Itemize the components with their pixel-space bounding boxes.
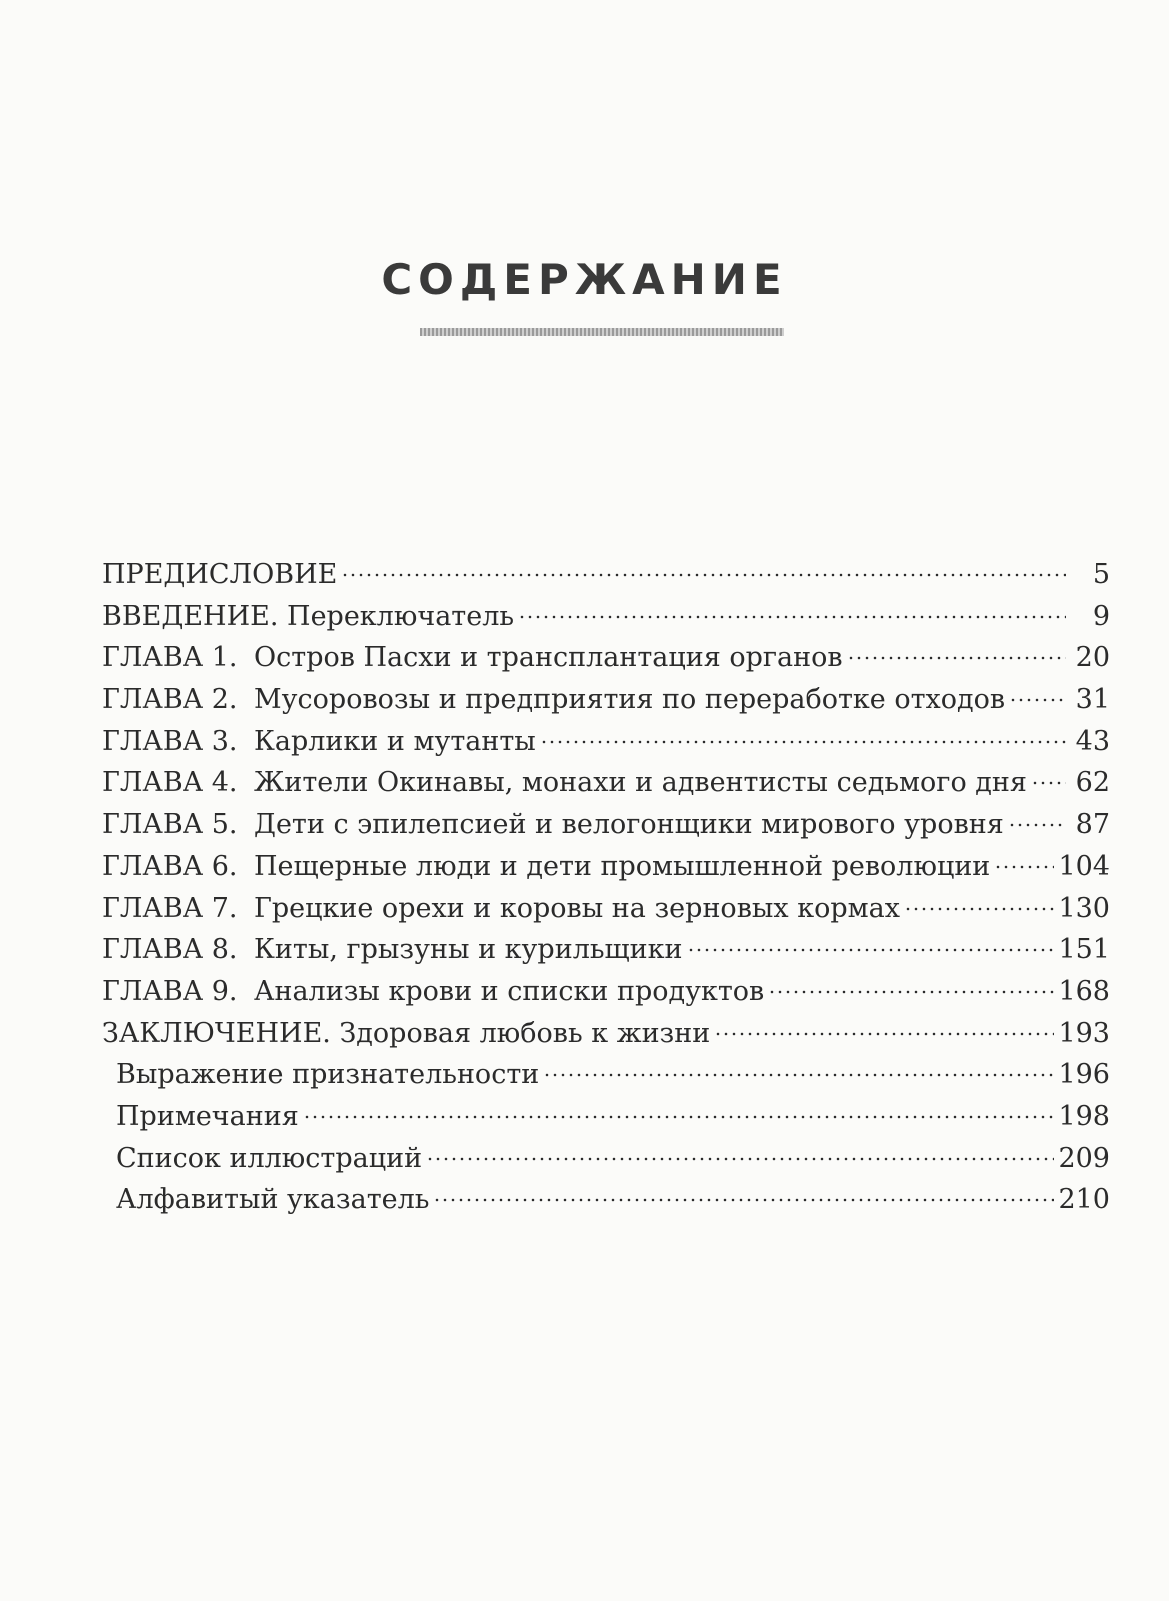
toc-leader-dots <box>768 990 1054 994</box>
toc-entry[interactable] <box>102 971 1110 1013</box>
toc-page-number: 31 <box>1075 684 1110 716</box>
toc-leader-dots <box>433 1198 1054 1202</box>
toc-entry-label: Дети с эпилепсией и велогонщики мирового уровня <box>254 809 1004 841</box>
toc-page-number: 210 <box>1058 1184 1110 1216</box>
toc-page-number: 151 <box>1058 934 1110 966</box>
toc-leader-dots <box>1008 823 1066 827</box>
toc-page-number: 43 <box>1075 725 1110 757</box>
toc-entry[interactable] <box>102 804 1110 846</box>
toc-page-number: 198 <box>1058 1100 1110 1132</box>
page-title: СОДЕРЖАНИЕ <box>381 255 788 304</box>
toc-chapter-number: ГЛАВА 1. <box>102 642 238 674</box>
toc-entry[interactable] <box>102 637 1110 679</box>
toc-chapter-number: ГЛАВА 4. <box>102 767 238 799</box>
toc-entry-label: Киты, грызуны и курильщики <box>254 934 683 966</box>
toc-entry[interactable] <box>102 929 1110 971</box>
toc-leader-dots <box>1009 698 1066 702</box>
toc-entry-label: Карлики и мутанты <box>254 725 536 757</box>
toc-entry-label: Примечания <box>116 1100 299 1132</box>
toc-page-number: 193 <box>1058 1017 1110 1049</box>
toc-leader-dots <box>714 1032 1054 1036</box>
toc-entry[interactable] <box>102 679 1110 721</box>
toc-leader-dots <box>426 1157 1054 1161</box>
toc-entry-label: Остров Пасхи и трансплантация органов <box>254 642 843 674</box>
toc-leader-dots <box>341 573 1066 577</box>
toc-entry[interactable] <box>102 554 1110 596</box>
toc-entry[interactable] <box>102 1096 1110 1138</box>
toc-leader-dots <box>543 1073 1054 1077</box>
toc-page-number: 5 <box>1092 559 1110 590</box>
title-underline <box>420 328 784 336</box>
toc-page-number: 62 <box>1075 767 1110 799</box>
toc-chapter-number: ГЛАВА 6. <box>102 850 238 882</box>
toc-page-number: 209 <box>1058 1142 1110 1174</box>
toc-entry[interactable] <box>102 846 1110 888</box>
toc-leader-dots <box>540 740 1066 744</box>
toc-entry-label: Мусоровозы и предприятия по переработке отходов <box>254 684 1006 716</box>
toc-entry[interactable] <box>102 596 1110 638</box>
toc-leader-dots <box>303 1115 1055 1119</box>
toc-entry-label: Грецкие орехи и коровы на зерновых кормах <box>254 892 900 924</box>
toc-entry[interactable] <box>102 1138 1110 1180</box>
toc-entry-label: ВВЕДЕНИЕ. Переключатель <box>102 600 515 632</box>
toc-entry-label: ЗАКЛЮЧЕНИЕ. Здоровая любовь к жизни <box>102 1017 711 1049</box>
toc-page-number: 87 <box>1075 809 1110 841</box>
toc-chapter-number: ГЛАВА 3. <box>102 725 238 757</box>
toc-entry[interactable] <box>102 888 1110 930</box>
toc-entry[interactable] <box>102 721 1110 763</box>
toc-chapter-number: ГЛАВА 5. <box>102 809 238 841</box>
toc-entry-label: Жители Окинавы, монахи и адвентисты седьмого дня <box>254 767 1027 799</box>
toc-leader-dots <box>994 865 1054 869</box>
toc-leader-dots <box>1031 781 1066 785</box>
toc-leader-dots <box>687 948 1055 952</box>
toc-page-number: 9 <box>1092 600 1110 632</box>
toc-page-number: 104 <box>1058 850 1110 882</box>
toc-page-number: 130 <box>1058 892 1110 924</box>
toc-entry[interactable] <box>102 762 1110 804</box>
toc-entry-label: Выражение признательности <box>116 1059 540 1091</box>
toc-page-number: 20 <box>1075 642 1110 674</box>
toc-leader-dots <box>518 615 1066 619</box>
toc-entry-label: Пещерные люди и дети промышленной революции <box>254 850 991 882</box>
table-of-contents <box>102 554 1110 1221</box>
toc-entry-label: Алфавитый указатель <box>116 1184 430 1216</box>
toc-chapter-number: ГЛАВА 7. <box>102 892 238 924</box>
toc-entry[interactable] <box>102 1054 1110 1096</box>
toc-entry-label: Список иллюстраций <box>116 1142 423 1174</box>
toc-chapter-number: ГЛАВА 9. <box>102 975 238 1007</box>
toc-entry[interactable] <box>102 1013 1110 1055</box>
toc-chapter-number: ГЛАВА 8. <box>102 934 238 966</box>
toc-chapter-number: ГЛАВА 2. <box>102 684 238 716</box>
toc-leader-dots <box>847 656 1066 660</box>
toc-entry[interactable] <box>102 1179 1110 1221</box>
toc-entry-label: ПРЕДИСЛОВИЕ <box>102 559 338 590</box>
toc-leader-dots <box>904 907 1055 911</box>
toc-entry-label: Анализы крови и списки продуктов <box>254 975 765 1007</box>
toc-page-number: 196 <box>1058 1059 1110 1091</box>
toc-page-number: 168 <box>1058 975 1110 1007</box>
